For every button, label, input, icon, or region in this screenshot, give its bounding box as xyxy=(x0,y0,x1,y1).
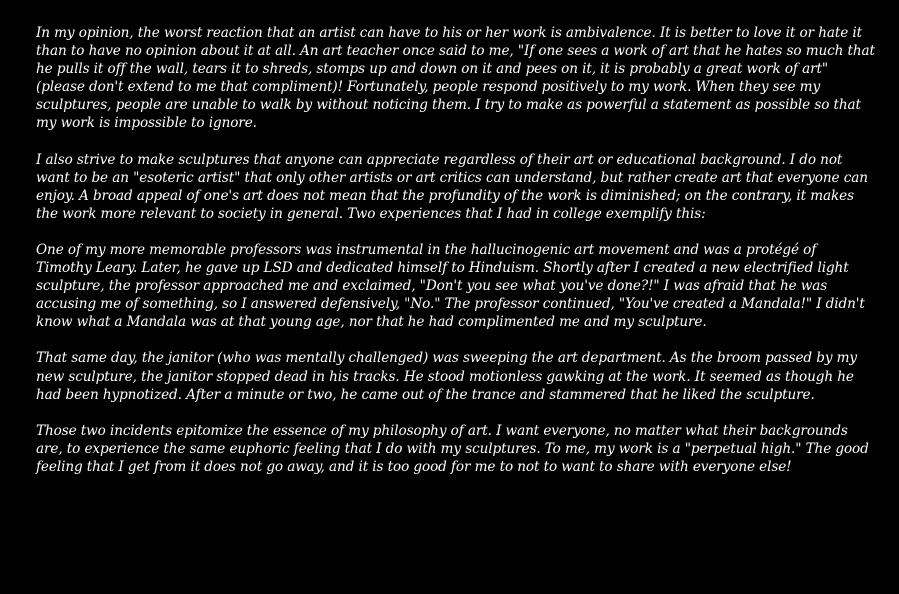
paragraph-philosophy: Those two incidents epitomize the essence of my philosophy of art. I want everyone, no matter what their backgrounds are, to experience the same euphoric feeling that I do with my sculptures. To me, my work is a "perpetual high." The good feeling that I get from it does not go away, and it is too good for me to not to want to share with everyone else! xyxy=(36,422,869,475)
paragraph-professor-mandala: One of my more memorable professors was instrumental in the hallucinogenic art movement and was a protégé of Timothy Leary. Later, he gave up LSD and dedicated himself to Hinduism. Shortly after I created a new electrified light sculpture, the professor approached me and exclaimed, "Don't you see what you've done?!" I was afraid that he was accusing me of something, so I answered defensively, "No." The professor continued, "You've created a Mandala!" I didn't know what a Mandala was at that young age, nor that he had complimented me and my sculpture. xyxy=(36,241,865,331)
document-body xyxy=(36,24,876,476)
paragraph-janitor: That same day, the janitor (who was mentally challenged) was sweeping the art department. As the broom passed by my new sculpture, the janitor stopped dead in his tracks. He stood motionless gawking at the work. It seemed as though he had been hypnotized. After a minute or two, he came out of the trance and stammered that he liked the sculpture. xyxy=(36,350,857,403)
paragraph-ambivalence: In my opinion, the worst reaction that an artist can have to his or her work is ambivalence. It is better to love it or hate it than to have no opinion about it at all. An art teacher once said to me, "If one sees a work of art that he hates so much that he pulls it off the wall, tears it to shreds, stomps up and down on it and pees on it, it is probably a great work of art" (please don't extend to me that compliment)! Fortunately, people respond positively to my work. When they see my sculptures, people are unable to walk by without noticing them. I try to make as powerful a statement as possible so that my work is impossible to ignore. xyxy=(36,25,875,132)
paragraph-broad-appeal: I also strive to make sculptures that anyone can appreciate regardless of their art or educational background. I do not want to be an "esoteric artist" that only other artists or art critics can understand, but rather create art that everyone can enjoy. A broad appeal of one's art does not mean that the profundity of the work is diminished; on the contrary, it makes the work more relevant to society in general. Two experiences that I had in college exemplify this: xyxy=(36,151,868,222)
